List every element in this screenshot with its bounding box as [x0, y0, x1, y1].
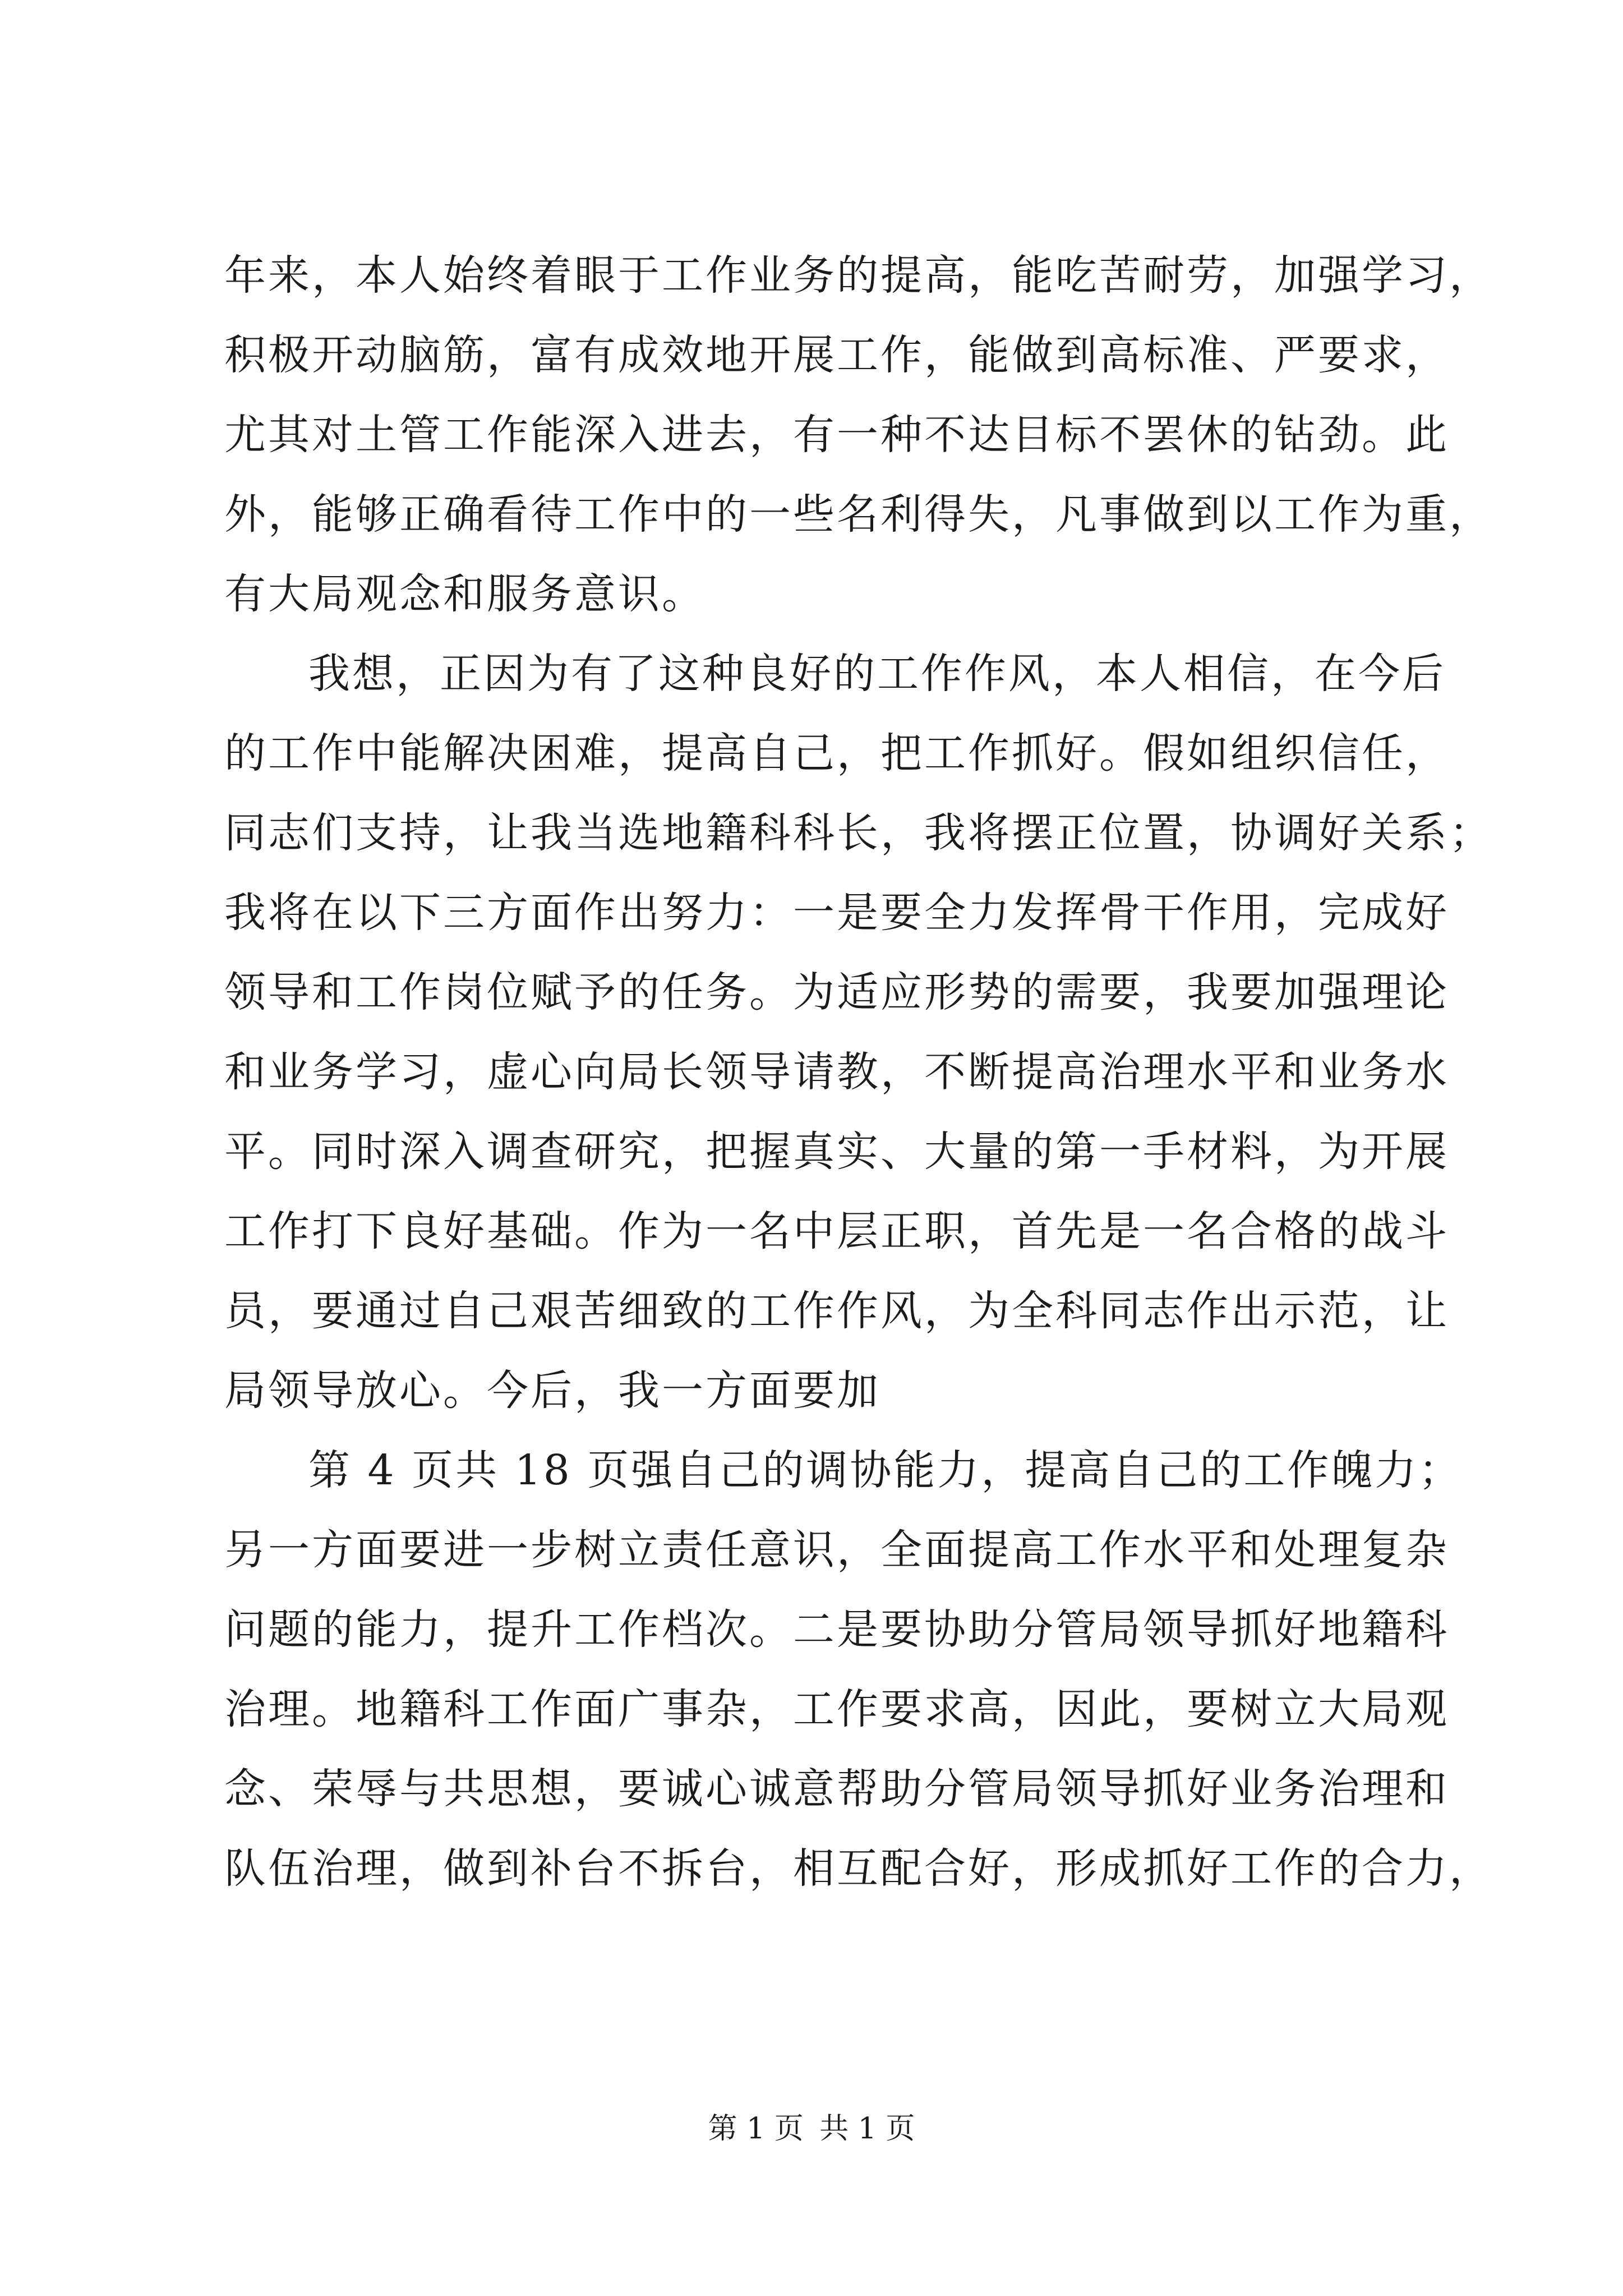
body-line: 积极开动脑筋，富有成效地开展工作，能做到高标准、严要求，: [224, 331, 1449, 379]
body-line: 的工作中能解决困难，提高自己，把工作抓好。假如组织信任，: [224, 729, 1449, 777]
body-line: 外，能够正确看待工作中的一些名利得失，凡事做到以工作为重，: [224, 490, 1493, 539]
body-line: 平。同时深入调查研究，把握真实、大量的第一手材料，为开展: [224, 1128, 1449, 1176]
body-line: 队伍治理，做到补台不拆台，相互配合好，形成抓好工作的合力，: [224, 1844, 1493, 1893]
body-line: 有大局观念和服务意识。: [224, 570, 706, 618]
body-line: 同志们支持，让我当选地籍科科长，我将摆正位置，协调好关系；: [224, 809, 1493, 857]
body-line: 员，要通过自己艰苦细致的工作作风，为全科同志作出示范，让: [224, 1287, 1449, 1335]
body-line: 问题的能力，提升工作档次。二是要协助分管局领导抓好地籍科: [224, 1605, 1449, 1654]
page-number: 第 1 页: [708, 2112, 804, 2146]
paragraph-first-line: 我想，正因为有了这种良好的工作作风，本人相信，在今后: [308, 650, 1446, 698]
page-footer: [0, 2109, 1623, 2148]
body-line: 局领导放心。今后，我一方面要加: [224, 1366, 880, 1415]
page-total: 共 1 页: [819, 2112, 915, 2146]
body-line: 和业务学习，虚心向局长领导请教，不断提高治理水平和业务水: [224, 1048, 1449, 1096]
body-line: 尤其对土管工作能深入进去，有一种不达目标不罢休的钻劲。此: [224, 411, 1449, 459]
body-line: 工作打下良好基础。作为一名中层正职，首先是一名合格的战斗: [224, 1207, 1449, 1255]
body-line: 念、荣辱与共思想，要诚心诚意帮助分管局领导抓好业务治理和: [224, 1765, 1449, 1813]
document-body: [224, 236, 1493, 1908]
paragraph-first-line: 第 4 页共 18 页强自己的调协能力，提高自己的工作魄力；: [308, 1446, 1463, 1494]
body-line: 领导和工作岗位赋予的任务。为适应形势的需要，我要加强理论: [224, 968, 1449, 1016]
body-line: 年来，本人始终着眼于工作业务的提高，能吃苦耐劳，加强学习，: [224, 251, 1493, 300]
body-line: 另一方面要进一步树立责任意识，全面提高工作水平和处理复杂: [224, 1526, 1449, 1574]
body-line: 治理。地籍科工作面广事杂，工作要求高，因此，要树立大局观: [224, 1685, 1449, 1733]
body-line: 我将在以下三方面作出努力：一是要全力发挥骨干作用，完成好: [224, 889, 1449, 937]
